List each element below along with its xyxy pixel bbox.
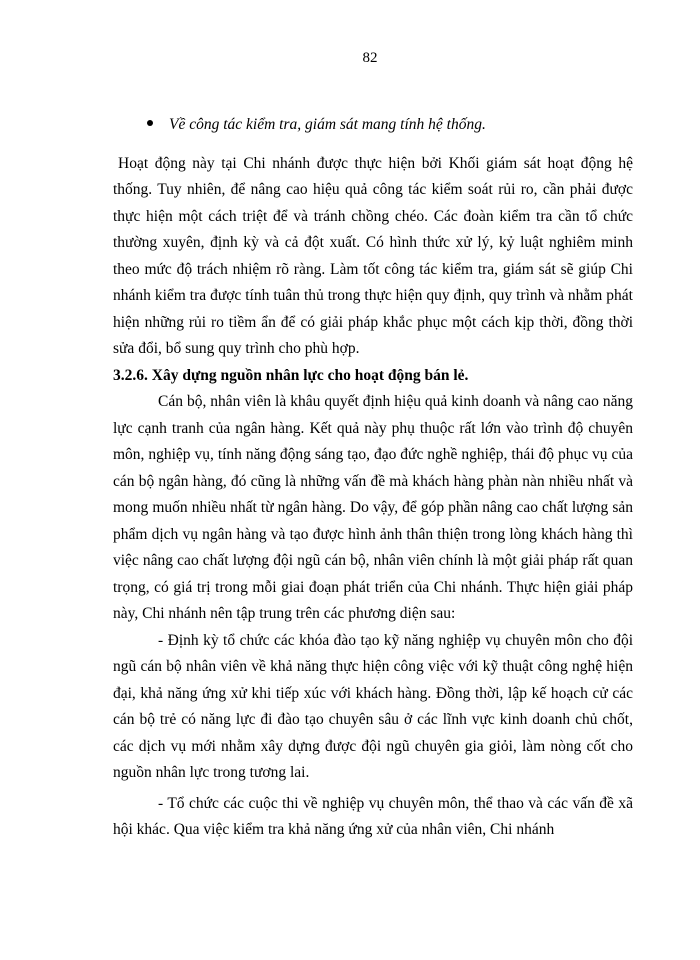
paragraph-3: - Định kỳ tổ chức các khóa đào tạo kỹ năng nghiệp vụ chuyên môn cho đội ngũ cán bộ nhân viên về khả năng thực hiện công việc với kỹ thuật công nghệ hiện đại, khả năng ứng xử khi tiếp xúc với khách hàng. Đồng thời, lập kế hoạch cử các cán bộ trẻ có năng lực đi đào tạo chuyên sâu ở các lĩnh vực kinh doanh chủ chốt, các dịch vụ mới nhằm xây dựng được đội ngũ chuyên gia giỏi, làm nòng cốt cho nguồn nhân lực trong tương lai. (113, 631, 633, 781)
bullet-text: Về công tác kiểm tra, giám sát mang tính hệ thống. (169, 116, 486, 133)
paragraph-4: - Tổ chức các cuộc thi về nghiệp vụ chuyên môn, thể thao và các vấn đề xã hội khác. Qua việc kiểm tra khả năng ứng xử của nhân viên, Chi nhánh (113, 794, 633, 838)
page-number: 82 (362, 50, 378, 66)
document-body (113, 112, 633, 844)
bullet-icon (147, 120, 153, 126)
section-heading: 3.2.6. Xây dựng nguồn nhân lực cho hoạt động bán lẻ. (113, 366, 469, 384)
paragraph-1: Hoạt động này tại Chi nhánh được thực hiện bởi Khối giám sát hoạt động hệ thống. Tuy nhiên, để nâng cao hiệu quả công tác kiểm soát rủi ro, cần phải được thực hiện một cách triệt để và tránh chồng chéo. Các đoàn kiểm tra cần tổ chức thường xuyên, định kỳ và cả đột xuất. Có hình thức xử lý, kỷ luật nghiêm minh theo mức độ trách nhiệm rõ ràng. Làm tốt công tác kiểm tra, giám sát sẽ giúp Chi nhánh kiểm tra được tính tuân thủ trong thực hiện quy định, quy trình và nhằm phát hiện những rủi ro tiềm ẩn để có giải pháp khắc phục một cách kịp thời, đồng thời sửa đổi, bổ sung quy trình cho phù hợp. (113, 154, 633, 357)
bullet-item (113, 112, 633, 139)
paragraph-2: Cán bộ, nhân viên là khâu quyết định hiệu quả kinh doanh và nâng cao năng lực cạnh tranh của ngân hàng. Kết quả này phụ thuộc rất lớn vào trình độ chuyên môn, nghiệp vụ, tính năng động sáng tạo, đạo đức nghề nghiệp, thái độ phục vụ của cán bộ ngân hàng, đó cũng là những vấn đề mà khách hàng phàn nàn nhiều nhất và mong muốn nhiều nhất từ ngân hàng. Do vậy, để góp phần nâng cao chất lượng sản phẩm dịch vụ ngân hàng và tạo được hình ảnh thân thiện trong lòng khách hàng thì việc nâng cao chất lượng đội ngũ cán bộ, nhân viên chính là một giải pháp rất quan trọng, có giá trị trong mỗi giai đoạn phát triển của Chi nhánh. Thực hiện giải pháp này, Chi nhánh nên tập trung trên các phương diện sau: (113, 393, 633, 622)
